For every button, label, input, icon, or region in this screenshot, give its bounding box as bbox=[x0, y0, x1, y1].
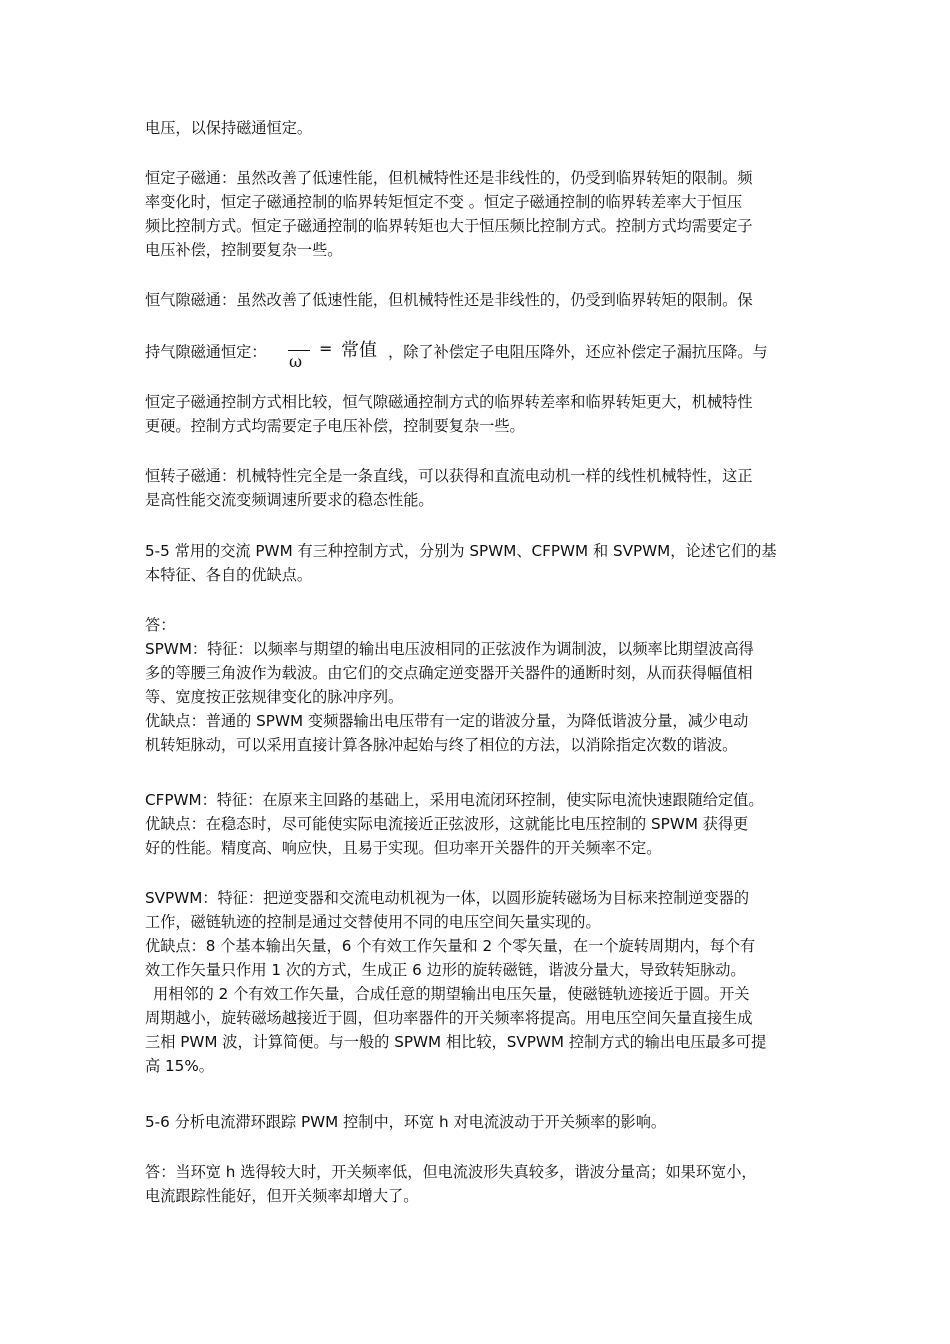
text-line: 效工作矢量只作用 1 次的方式，生成正 6 边形的旋转磁链，谐波分量大，导致转矩脉动。 bbox=[145, 961, 746, 979]
text-line: 三相 PWM 波，计算简便。与一般的 SPWM 相比较，SVPWM 控制方式的输出电压最多可提 bbox=[145, 1033, 767, 1051]
text-line: 是高性能交流变频调速所要求的稳态性能。 bbox=[145, 491, 434, 509]
text-line: 恒定子磁通：虽然改善了低速性能，但机械特性还是非线性的，仍受到临界转矩的限制。频 bbox=[145, 169, 753, 187]
text-line: 更硬。控制方式均需要定子电压补偿，控制要复杂一些。 bbox=[145, 417, 525, 435]
text-line: 恒气隙磁通：虽然改善了低速性能，但机械特性还是非线性的，仍受到临界转矩的限制。保 bbox=[145, 291, 753, 309]
text-line: 工作，磁链轨迹的控制是通过交替使用不同的电压空间矢量实现的。 bbox=[145, 913, 601, 931]
formula-omega: ω bbox=[289, 352, 303, 371]
formula bbox=[286, 336, 386, 376]
text-line: 高 15%。 bbox=[145, 1057, 214, 1075]
text-line: ，除了补偿定子电阻压降外，还应补偿定子漏抗压降。与 bbox=[388, 343, 768, 361]
text-line: 多的等腰三角波作为载波。由它们的交点确定逆变器开关器件的通断时刻，从而获得幅值相 bbox=[145, 664, 753, 682]
text-line: 机转矩脉动，可以采用直接计算各脉冲起始与终了相位的方法，以消除指定次数的谐波。 bbox=[145, 736, 738, 754]
text-line: 持气隙磁通恒定： bbox=[145, 343, 267, 361]
text-line: 优缺点：普通的 SPWM 变频器输出电压带有一定的谐波分量，为降低谐波分量，减少电动 bbox=[145, 712, 749, 730]
text-line: 恒转子磁通：机械特性完全是一条直线，可以获得和直流电动机一样的线性机械特性，这正 bbox=[145, 467, 753, 485]
text-line: 率变化时，恒定子磁通控制的临界转矩恒定不变 。恒定子磁通控制的临界转差率大于恒压 bbox=[145, 193, 743, 211]
text-line: 周期越小，旋转磁场越接近于圆，但功率器件的开关频率将提高。用电压空间矢量直接生成 bbox=[145, 1009, 753, 1027]
text-line: 优缺点：8 个基本输出矢量，6 个有效工作矢量和 2 个零矢量，在一个旋转周期内，每个有 bbox=[145, 937, 756, 955]
text-line: SVPWM：特征：把逆变器和交流电动机视为一体，以圆形旋转磁场为目标来控制逆变器的 bbox=[145, 889, 750, 907]
text-line: CFPWM：特征：在原来主回路的基础上，采用电流闭环控制，使实际电流快速跟随给定值。 bbox=[145, 791, 764, 809]
text-line: SPWM：特征：以频率与期望的输出电压波相同的正弦波作为调制波，以频率比期望波高得 bbox=[145, 640, 754, 658]
text-line: 电压补偿，控制要复杂一些。 bbox=[145, 241, 343, 259]
text-line: 频比控制方式。恒定子磁通控制的临界转矩也大于恒压频比控制方式。控制方式均需要定子 bbox=[145, 217, 753, 235]
text-line: 5-6 分析电流滞环跟踪 PWM 控制中，环宽 h 对电流波动于开关频率的影响。 bbox=[145, 1113, 667, 1131]
text-line: 恒定子磁通控制方式相比较，恒气隙磁通控制方式的临界转差率和临界转矩更大，机械特性 bbox=[145, 393, 753, 411]
text-line: 用相邻的 2 个有效工作矢量，合成任意的期望输出电压矢量，使磁链轨迹接近于圆。开关 bbox=[153, 985, 750, 1003]
text-line: 答： bbox=[145, 616, 176, 634]
formula-equals: = bbox=[319, 339, 333, 358]
formula-constant: 常值 bbox=[341, 340, 377, 361]
text-line: 好的性能。精度高、响应快，且易于实现。但功率开关器件的开关频率不定。 bbox=[145, 839, 662, 857]
text-line: 等、宽度按正弦规律变化的脉冲序列。 bbox=[145, 688, 404, 706]
text-line: 电流跟踪性能好，但开关频率却增大了。 bbox=[145, 1187, 419, 1205]
text-line: 本特征、各自的优缺点。 bbox=[145, 566, 313, 584]
text-line: 电压，以保持磁通恒定。 bbox=[145, 119, 313, 137]
text-line: 答：当环宽 h 选得较大时，开关频率低，但电流波形失真较多，谐波分量高；如果环宽小， bbox=[145, 1163, 757, 1181]
text-line: 优缺点：在稳态时，尽可能使实际电流接近正弦波形，这就能比电压控制的 SPWM 获得更 bbox=[145, 815, 749, 833]
text-line: 5-5 常用的交流 PWM 有三种控制方式，分别为 SPWM、CFPWM 和 SVPWM，论述它们的基 bbox=[145, 542, 777, 560]
fraction-bar bbox=[288, 350, 310, 351]
